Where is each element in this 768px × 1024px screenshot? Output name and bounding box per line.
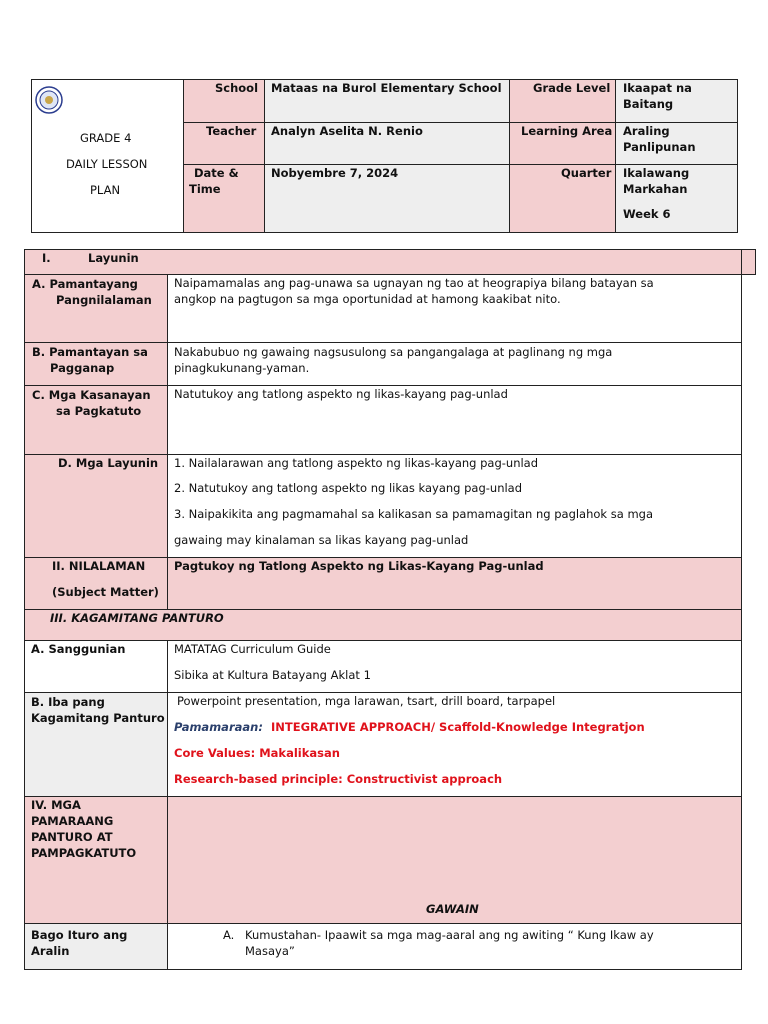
- grade-level-label: Grade Level: [533, 81, 611, 95]
- iv-label-1: IV. MGA: [31, 798, 81, 812]
- quarter-value-2: Markahan: [623, 182, 688, 196]
- c-label-1: C. Mga Kasanayan: [32, 388, 151, 402]
- c-text: Natutukoy ang tatlong aspekto ng likas-kayang pag-unlad: [174, 387, 508, 401]
- iv-label-2: PAMARAANG: [31, 814, 114, 828]
- grade-level-value-2: Baitang: [623, 97, 674, 111]
- kagamitan-title: III. KAGAMITANG PANTURO: [50, 611, 224, 625]
- pamamaraan-label: Pamamaraan:: [174, 720, 263, 734]
- research-principle: Research-based principle: Constructivist approach: [174, 772, 503, 786]
- school-label: School: [215, 81, 259, 95]
- bago-marker: A.: [223, 928, 235, 942]
- sanggunian-item-2: Sibika at Kultura Batayang Aklat 1: [174, 668, 371, 682]
- quarter-label: Quarter: [561, 166, 612, 180]
- core-values: Core Values: Makalikasan: [174, 746, 340, 760]
- d-item-1: 1. Nailalarawan ang tatlong aspekto ng likas-kayang pag-unlad: [174, 456, 539, 470]
- daily-lesson-title: DAILY LESSON: [66, 157, 148, 171]
- b-text-2: pinagkukunang-yaman.: [174, 361, 310, 375]
- bago-label-2: Aralin: [31, 944, 70, 958]
- b-label-2: Pagganap: [50, 361, 115, 375]
- sanggunian-item-1: MATATAG Curriculum Guide: [174, 642, 331, 656]
- a-text-2: angkop na pagtugon sa mga oportunidad at hamong kaakibat nito.: [174, 292, 561, 306]
- iba-label-1: B. Iba pang: [31, 695, 105, 709]
- iv-label-3: PANTURO AT: [31, 830, 113, 844]
- sanggunian-label: A. Sanggunian: [31, 642, 126, 656]
- gawain-label: GAWAIN: [426, 902, 479, 916]
- learning-area-value-2: Panlipunan: [623, 140, 696, 154]
- nilalaman-label-2: (Subject Matter): [52, 585, 159, 599]
- iba-label-2: Kagamitang Panturo: [31, 711, 165, 725]
- pamamaraan-value: INTEGRATIVE APPROACH/ Scaffold-Knowledge Integratjon: [271, 720, 645, 734]
- grade-title: GRADE 4: [80, 131, 132, 145]
- d-label: D. Mga Layunin: [58, 456, 159, 470]
- teacher-value: Analyn Aselita N. Renio: [271, 124, 423, 138]
- bago-label-1: Bago Ituro ang: [31, 928, 128, 942]
- bago-text-1: Kumustahan- Ipaawit sa mga mag-aaral ang ng awiting “ Kung Ikaw ay: [245, 928, 654, 942]
- date-label-1: Date &: [194, 166, 239, 180]
- quarter-value-1: Ikalawang: [623, 166, 690, 180]
- learning-area-value-1: Araling: [623, 124, 670, 138]
- iv-label-4: PAMPAGKATUTO: [31, 846, 137, 860]
- b-label-1: B. Pamantayan sa: [32, 345, 148, 359]
- teacher-label: Teacher: [206, 124, 257, 138]
- a-label-2: Pangnilalaman: [56, 293, 152, 307]
- date-value: Nobyembre 7, 2024: [271, 166, 399, 180]
- bago-text-2: Masaya”: [245, 944, 295, 958]
- date-label-2: Time: [189, 182, 221, 196]
- a-text-1: Naipamamalas ang pag-unawa sa ugnayan ng tao at heograpiya bilang batayan sa: [174, 276, 654, 290]
- layunin-title: Layunin: [88, 251, 139, 265]
- c-label-2: sa Pagkatuto: [56, 404, 142, 418]
- d-item-4: gawaing may kinalaman sa likas kayang pag-unlad: [174, 533, 469, 547]
- plan-title: PLAN: [90, 183, 121, 197]
- school-value: Mataas na Burol Elementary School: [271, 81, 502, 95]
- d-item-3: 3. Naipakikita ang pagmamahal sa kalikasan sa pamamagitan ng paglahok sa mga: [174, 507, 653, 521]
- layunin-number: I.: [42, 251, 51, 265]
- nilalaman-label-1: II. NILALAMAN: [52, 559, 146, 573]
- iba-text: Powerpoint presentation, mga larawan, tsart, drill board, tarpapel: [177, 694, 556, 708]
- nilalaman-text: Pagtukoy ng Tatlong Aspekto ng Likas-Kayang Pag-unlad: [174, 559, 544, 573]
- learning-area-label: Learning Area: [521, 124, 613, 138]
- b-text-1: Nakabubuo ng gawaing nagsusulong sa pangangalaga at paglinang ng mga: [174, 345, 613, 359]
- d-item-2: 2. Natutukoy ang tatlong aspekto ng likas kayang pag-unlad: [174, 481, 523, 495]
- grade-level-value-1: Ikaapat na: [623, 81, 692, 95]
- week-value: Week 6: [623, 207, 671, 221]
- deped-seal-icon: [35, 86, 63, 114]
- a-label-1: A. Pamantayang: [32, 277, 138, 291]
